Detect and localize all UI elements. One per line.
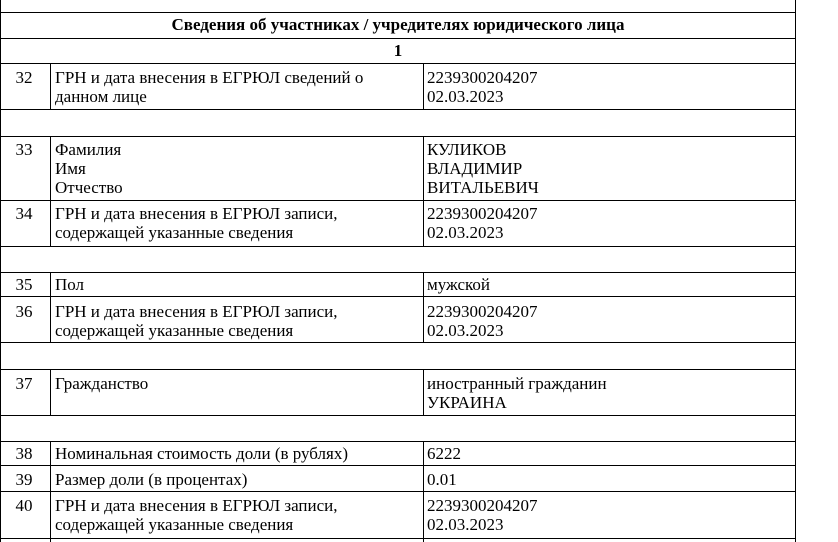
row-label: ГРН и дата внесения в ЕГРЮЛ записи, содержащей указанные сведения xyxy=(55,204,338,242)
col-divider xyxy=(423,136,424,246)
row-number: 39 xyxy=(15,470,33,489)
row-value: 2239300204207 02.03.2023 xyxy=(427,302,538,340)
row-rule xyxy=(0,246,796,247)
row-number: 37 xyxy=(15,374,33,393)
row-value: КУЛИКОВ ВЛАДИМИР ВИТАЛЬЕВИЧ xyxy=(427,140,539,197)
row-number: 38 xyxy=(15,444,33,463)
row-number: 40 xyxy=(15,496,33,515)
row-value: мужской xyxy=(427,275,491,294)
col-divider xyxy=(423,63,424,109)
row-value: 6222 xyxy=(427,444,461,463)
row-rule xyxy=(0,136,796,137)
section-title: Сведения об участниках / учредителях юридического лица xyxy=(171,15,625,34)
row-number: 32 xyxy=(15,68,33,87)
row-rule xyxy=(0,296,796,297)
section-number: 1 xyxy=(393,41,403,60)
row-rule xyxy=(0,441,796,442)
row-rule xyxy=(0,272,796,273)
col-divider xyxy=(50,272,51,342)
col-divider xyxy=(50,63,51,109)
row-rule xyxy=(0,491,796,492)
row-number: 34 xyxy=(15,204,33,223)
section-number-rule xyxy=(0,63,796,64)
row-rule xyxy=(0,369,796,370)
row-rule xyxy=(0,415,796,416)
row-value: 2239300204207 02.03.2023 xyxy=(427,204,538,242)
header-top-rule xyxy=(0,12,796,13)
header-rule xyxy=(0,38,796,39)
row-label: Пол xyxy=(55,275,85,294)
row-rule xyxy=(0,342,796,343)
col-divider xyxy=(423,272,424,342)
row-number: 35 xyxy=(15,275,33,294)
col-divider xyxy=(50,136,51,246)
row-label: Номинальная стоимость доли (в рублях) xyxy=(55,444,348,463)
row-label: Фамилия Имя Отчество xyxy=(55,140,123,197)
row-number: 33 xyxy=(15,140,33,159)
row-label: Размер доли (в процентах) xyxy=(55,470,248,489)
row-rule xyxy=(0,465,796,466)
row-label: ГРН и дата внесения в ЕГРЮЛ сведений о данном лице xyxy=(55,68,364,106)
row-rule xyxy=(0,538,796,539)
row-rule xyxy=(0,200,796,201)
row-value: иностранный гражданин УКРАИНА xyxy=(427,374,607,412)
table-right-border xyxy=(795,0,796,542)
row-number: 36 xyxy=(15,302,33,321)
row-label: ГРН и дата внесения в ЕГРЮЛ записи, содержащей указанные сведения xyxy=(55,496,338,534)
row-label: Гражданство xyxy=(55,374,149,393)
row-rule xyxy=(0,109,796,110)
row-value: 0.01 xyxy=(427,470,457,489)
col-divider xyxy=(423,369,424,415)
row-value: 2239300204207 02.03.2023 xyxy=(427,496,538,534)
row-label: ГРН и дата внесения в ЕГРЮЛ записи, содержащей указанные сведения xyxy=(55,302,338,340)
row-value: 2239300204207 02.03.2023 xyxy=(427,68,538,106)
col-divider xyxy=(50,369,51,415)
